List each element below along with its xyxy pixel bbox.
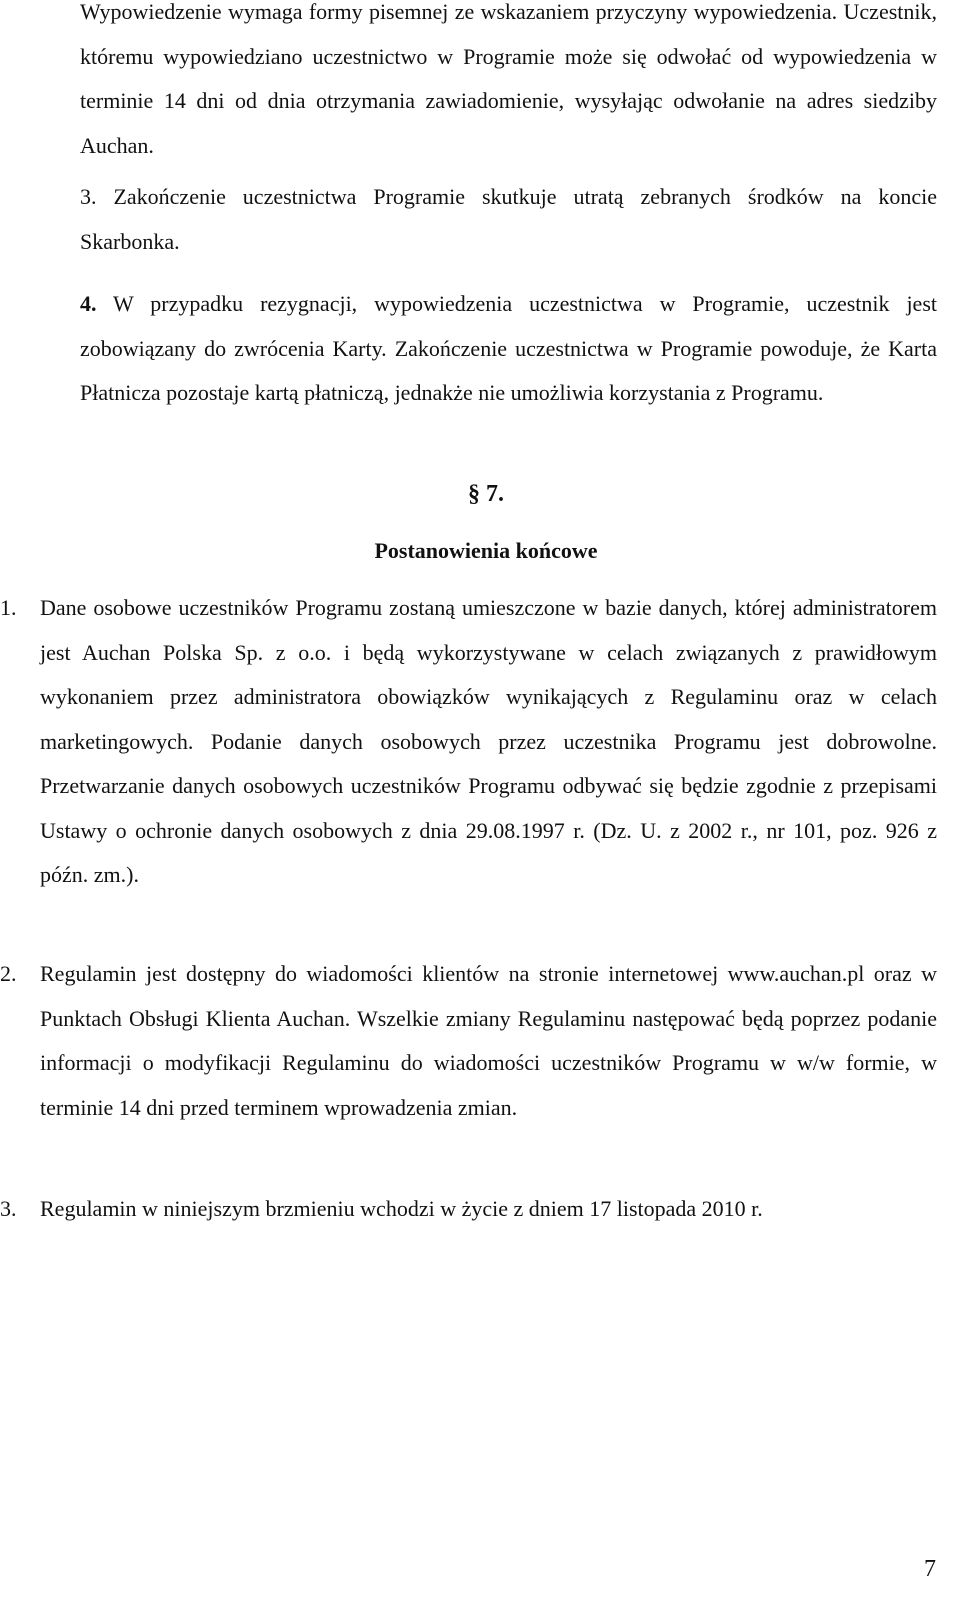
list-item-3-savings-loss: [80, 175, 937, 264]
list-item-number: 1.: [0, 595, 17, 620]
list-item-text: Dane osobowe uczestników Programu zostaną umieszczone w bazie danych, której administratorem jest Auchan Polska Sp. z o.o. i będą wykorzystywane w celach związanych z prawidłowym wykonaniem przez administratora obowiązków wynikających z Regulaminu oraz w celach marketingowych. Podanie danych osobowych przez uczestnika Programu jest dobrowolne. Przetwarzanie danych osobowych uczestników Programu odbywać się będzie zgodnie z przepisami Ustawy o ochronie danych osobowych z dnia 29.08.1997 r. (Dz. U. z 2002 r., nr 101, poz. 926 z późn. zm.).: [40, 595, 937, 887]
paragraph-termination-appeal: Wypowiedzenie wymaga formy pisemnej ze wskazaniem przyczyny wypowiedzenia. Uczestnik, któremu wypowiedziano uczestnictwo w Programie może się odwołać od wypowiedzenia w terminie 14 dni od dnia otrzymania zawiadomienie, wysyłając odwołanie na adres siedziby Auchan.: [80, 0, 937, 158]
section-title: Postanowienia końcowe: [374, 538, 598, 563]
final-item-3-effective-date: [0, 1187, 937, 1232]
list-item-text: W przypadku rezygnacji, wypowiedzenia uczestnictwa w Programie, uczestnik jest zobowiązany do zwrócenia Karty. Zakończenie uczestnictwa w Programie powoduje, że Karta Płatnicza pozostaje kartą płatniczą, jednakże nie umożliwia korzystania z Programu.: [80, 291, 937, 405]
list-item-text: Regulamin w niniejszym brzmieniu wchodzi w życie z dniem 17 listopada 2010 r.: [40, 1196, 763, 1221]
list-item-number: 4.: [80, 291, 97, 316]
list-item-number: 3.: [80, 184, 97, 209]
final-item-1-personal-data: [0, 586, 937, 898]
page-number: 7: [924, 1556, 936, 1582]
list-item-number: 3.: [0, 1196, 17, 1221]
list-item-number: 2.: [0, 961, 17, 986]
list-item-text: Zakończenie uczestnictwa Programie skutkuje utratą zebranych środków na koncie Skarbonka.: [80, 184, 937, 254]
final-item-2-availability: [0, 952, 937, 1130]
list-item-4-card-return: [80, 282, 937, 416]
section-number: § 7.: [468, 481, 504, 507]
list-item-text: Regulamin jest dostępny do wiadomości klientów na stronie internetowej www.auchan.pl oraz w Punktach Obsługi Klienta Auchan. Wszelkie zmiany Regulaminu następować będą poprzez podanie informacji o modyfikacji Regulaminu do wiadomości uczestników Programu w w/w formie, w terminie 14 dni przed terminem wprowadzenia zmian.: [40, 961, 937, 1120]
